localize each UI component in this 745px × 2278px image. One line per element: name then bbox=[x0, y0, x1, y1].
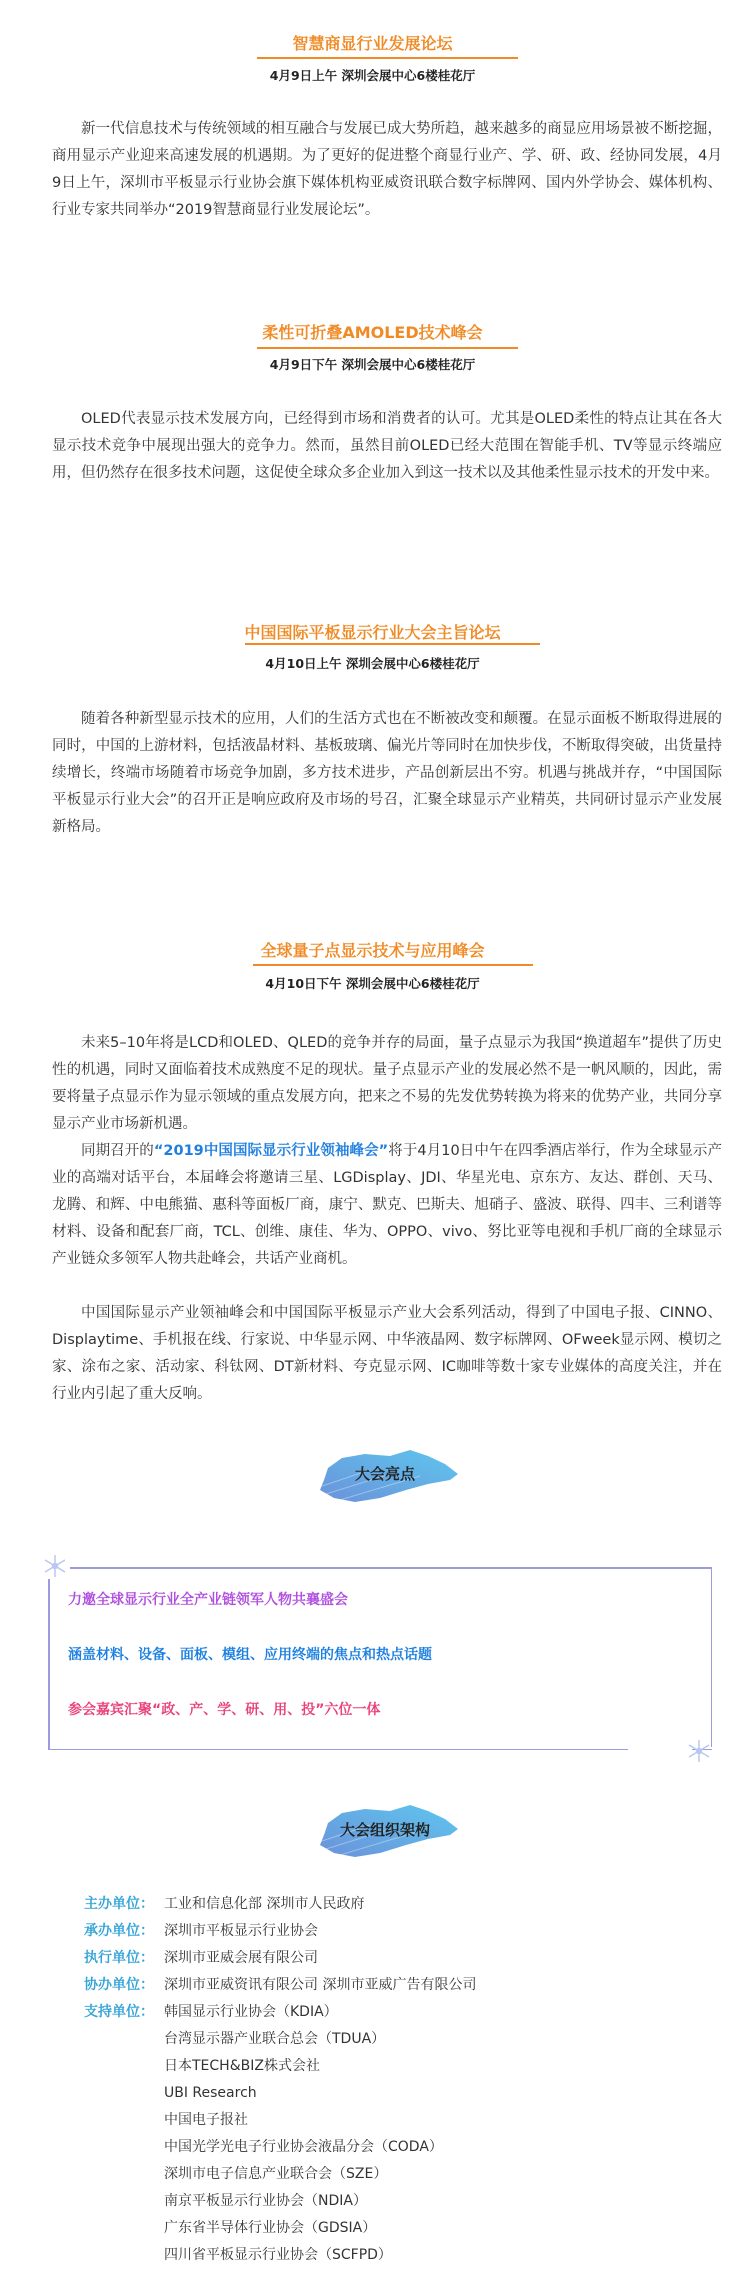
highlights-heading-banner bbox=[310, 1440, 460, 1510]
section-4-paragraph-3: 中国国际显示产业领袖峰会和中国国际平板显示产业大会系列活动，得到了中国电子报、CINNO、Displaytime、手机报在线、行家说、中华显示网、中华液晶网、数字标牌网、OFweek显示网、模切之家、涂布之家、活动家、科钛网、DT新材料、夸克显示网、IC咖啡等数十家专业媒体的高度关注，并在行业内引起了重大反响。 bbox=[52, 1305, 722, 1402]
section-1-date: 4月9日上午 深圳会展中心6楼桂花厅 bbox=[269, 68, 476, 83]
org-value: 韩国显示行业协会（KDIA） bbox=[164, 2004, 338, 2020]
section-4-divider bbox=[253, 964, 533, 966]
org-value: 深圳市亚威会展有限公司 bbox=[164, 1950, 318, 1966]
org-row-host bbox=[84, 1894, 364, 1914]
supporter-item: 中国光学光电子行业协会液晶分会（CODA） bbox=[164, 2139, 443, 2155]
section-2-date: 4月9日下午 深圳会展中心6楼桂花厅 bbox=[269, 357, 476, 372]
highlight-item-2: 涵盖材料、设备、面板、模组、应用终端的焦点和热点话题 bbox=[68, 1647, 432, 1663]
org-label: 协办单位： bbox=[84, 1977, 154, 1993]
supporter-item: 台湾显示器产业联合总会（TDUA） bbox=[164, 2031, 386, 2047]
org-label: 执行单位： bbox=[84, 1950, 154, 1966]
section-4-title: 全球量子点显示技术与应用峰会 bbox=[260, 941, 485, 960]
supporter-item: 深圳市电子信息产业联合会（SZE） bbox=[164, 2166, 388, 2182]
section-3-date: 4月10日上午 深圳会展中心6楼桂花厅 bbox=[265, 656, 480, 671]
highlights-heading: 大会亮点 bbox=[354, 1465, 415, 1483]
section-1-paragraph: 新一代信息技术与传统领域的相互融合与发展已成大势所趋，越来越多的商显应用场景被不断挖掘，商用显示产业迎来高速发展的机遇期。为了更好的促进整个商显行业产、学、研、政、经协同发展，4月9日上午，深圳市平板显示行业协会旗下媒体机构亚威资讯联合数字标牌网、国内外学协会、媒体机构、行业专家共同举办“2019智慧商显行业发展论坛”。 bbox=[52, 121, 722, 218]
supporter-item: 日本TECH&BIZ株式会社 bbox=[164, 2058, 320, 2074]
organization-heading-banner bbox=[310, 1795, 460, 1865]
supporter-item: UBI Research bbox=[164, 2085, 257, 2101]
org-row-supporter bbox=[84, 2002, 338, 2022]
paragraph-prefix: 同期召开的 bbox=[81, 1143, 154, 1159]
org-label: 支持单位： bbox=[84, 2004, 154, 2020]
section-1-divider bbox=[257, 57, 518, 59]
section-3-divider bbox=[245, 643, 540, 645]
section-3-title: 中国国际平板显示行业大会主旨论坛 bbox=[244, 623, 501, 642]
organization-heading: 大会组织架构 bbox=[339, 1821, 430, 1839]
section-4-date: 4月10日下午 深圳会展中心6楼桂花厅 bbox=[265, 976, 480, 991]
box-border-top bbox=[70, 1567, 712, 1569]
highlight-item-1: 力邀全球显示行业全产业链领军人物共襄盛会 bbox=[68, 1592, 348, 1608]
org-row-executor bbox=[84, 1948, 318, 1968]
org-row-organizer bbox=[84, 1921, 318, 1941]
paragraph-suffix: 将于4月10日中午在四季酒店举行，作为全球显示产业的高端对话平台，本届峰会将邀请三星、LGDisplay、JDI、华星光电、京东方、友达、群创、天马、龙腾、和辉、中电熊猫、惠科等面板厂商，康宁、默克、巴斯夫、旭硝子、盛波、联得、四丰、三利谱等材料、设备和配套厂商，TCL、创维、康佳、华为、OPPO、vivo、努比亚等电视和手机厂商的全球显示产业链众多领军人物共赴峰会，共话产业商机。 bbox=[52, 1143, 722, 1267]
section-3-paragraph: 随着各种新型显示技术的应用，人们的生活方式也在不断被改变和颠覆。在显示面板不断取得进展的同时，中国的上游材料，包括液晶材料、基板玻璃、偏光片等同时在加快步伐，不断取得突破，出货量持续增长，终端市场随着市场竞争加剧，多方技术进步，产品创新层出不穷。机遇与挑战并存，“中国国际平板显示行业大会”的召开正是响应政府及市场的号召，汇聚全球显示产业精英，共同研讨显示产业发展新格局。 bbox=[52, 711, 722, 835]
supporter-item: 中国电子报社 bbox=[164, 2112, 248, 2128]
highlights-box bbox=[48, 1567, 712, 1750]
section-2-paragraph: OLED代表显示技术发展方向，已经得到市场和消费者的认可。尤其是OLED柔性的特点让其在各大显示技术竞争中展现出强大的竞争力。然而，虽然目前OLED已经大范围在智能手机、TV等显示终端应用，但仍然存在很多技术问题，这促使全球众多企业加入到这一技术以及其他柔性显示技术的开发中来。 bbox=[52, 411, 722, 481]
org-value: 深圳市平板显示行业协会 bbox=[164, 1923, 318, 1939]
section-1-title: 智慧商显行业发展论坛 bbox=[292, 34, 453, 53]
section-4-paragraph-1: 未来5–10年将是LCD和OLED、QLED的竞争并存的局面，量子点显示为我国“换道超车”提供了历史性的机遇，同时又面临着技术成熟度不足的现状。量子点显示产业的发展必然不是一帆风顺的，因此，需要将量子点显示作为显示领域的重点发展方向，把来之不易的先发优势转换为将来的优势产业，共同分享显示产业市场新机遇。 bbox=[52, 1035, 722, 1132]
summit-highlight-link: “2019中国国际显示行业领袖峰会” bbox=[153, 1143, 389, 1159]
snowflake-icon bbox=[686, 1738, 712, 1764]
org-value: 工业和信息化部 深圳市人民政府 bbox=[164, 1896, 365, 1912]
section-4-paragraph-2 bbox=[52, 1138, 722, 1273]
box-border-left bbox=[48, 1579, 50, 1750]
supporter-item: 四川省平板显示行业协会（SCFPD） bbox=[164, 2247, 392, 2263]
section-2-title: 柔性可折叠AMOLED技术峰会 bbox=[262, 323, 483, 342]
highlight-item-3: 参会嘉宾汇聚“政、产、学、研、用、投”六位一体 bbox=[68, 1702, 381, 1718]
box-border-right bbox=[711, 1567, 713, 1747]
org-value: 深圳市亚威资讯有限公司 深圳市亚威广告有限公司 bbox=[164, 1977, 477, 1993]
box-border-bottom bbox=[48, 1749, 628, 1751]
supporter-item: 南京平板显示行业协会（NDIA） bbox=[164, 2193, 367, 2209]
org-label: 主办单位： bbox=[84, 1896, 154, 1912]
org-label: 承办单位： bbox=[84, 1923, 154, 1939]
snowflake-icon bbox=[42, 1553, 68, 1579]
supporter-item: 广东省半导体行业协会（GDSIA） bbox=[164, 2220, 377, 2236]
org-row-co-organizer bbox=[84, 1975, 476, 1995]
section-2-divider bbox=[257, 347, 518, 349]
